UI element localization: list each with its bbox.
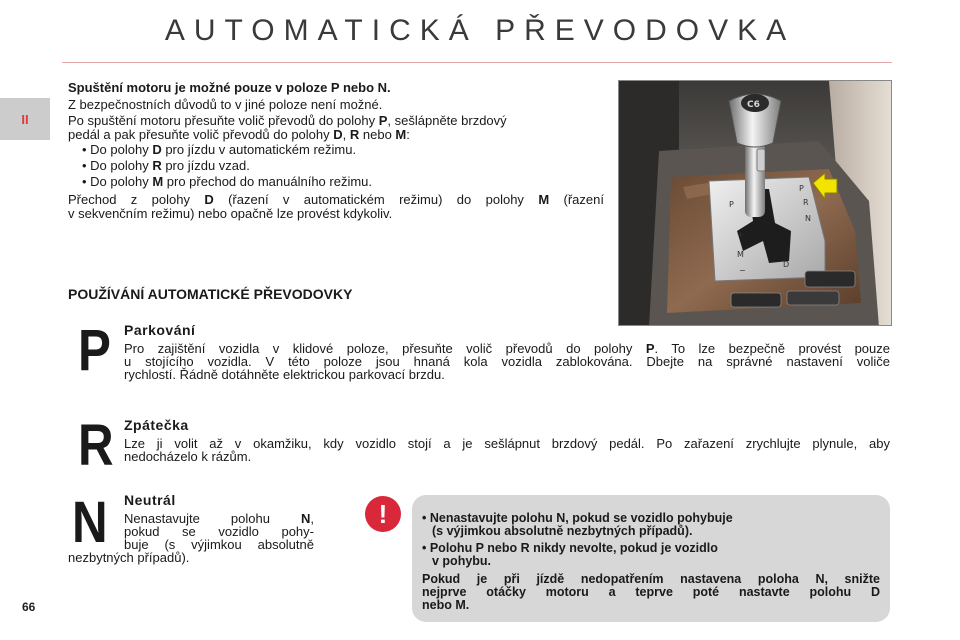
warning-line: nejprve otáčky motoru a teprve poté nastavte polohu D <box>422 585 880 599</box>
knob-logo: C6 <box>747 100 760 110</box>
intro-line: pedál a pak přesuňte volič převodů do polohy D, R nebo M: <box>68 127 410 142</box>
gear-bullet: • Do polohy M pro přechod do manuálního režimu. <box>82 174 373 189</box>
gear-bullet: • Do polohy R pro jízdu vzad. <box>82 158 250 173</box>
gate-label: + <box>737 230 744 239</box>
gate-label: D <box>783 260 790 269</box>
parking-letter-icon: P <box>78 318 111 383</box>
section-heading: POUŽÍVÁNÍ AUTOMATICKÉ PŘEVODOVKY <box>68 286 353 302</box>
warning-line: Pokud je při jízdě nedopatřením nastavena poloha N, snižte <box>422 572 880 586</box>
page-title: AUTOMATICKÁ PŘEVODOVKA <box>164 14 796 47</box>
gear-bullet: • Do polohy D pro jízdu v automatickém režimu. <box>82 142 357 157</box>
parking-line: rychlostí. Řádně dotáhněte elektrickou parkovací brzdu. <box>124 367 445 382</box>
warning-line: • Nenastavujte polohu N, pokud se vozidlo pohybuje <box>422 511 733 525</box>
intro-heading: Spuštění motoru je možné pouze v poloze P nebo N. <box>68 80 391 95</box>
neutral-line: nezbytných případů). <box>68 550 190 565</box>
warning-line: v pohybu. <box>432 554 492 568</box>
reverse-letter-icon: R <box>78 413 114 478</box>
reverse-line: nedocházelo k rázům. <box>124 449 252 464</box>
gate-label: − <box>739 266 746 275</box>
neutral-title: Neutrál <box>124 492 176 508</box>
intro-line: Z bezpečnostních důvodů to v jiné poloze není možné. <box>68 97 383 112</box>
title-divider <box>62 62 892 63</box>
parking-line: Pro zajištění vozidla v klidové poloze, přesuňte volič převodů do polohy P. To lze bezpečně provést pouze <box>124 341 890 356</box>
intro-line: Přechod z polohy D (řazení v automatickém režimu) do polohy M (řazení <box>68 192 604 207</box>
neutral-line: buje (s výjimkou absolutně <box>124 537 314 552</box>
parking-line: u stojícího vozidla. V této poloze jsou hnaná kola vozidla zablokována. Dbejte na správné nastavení voliče <box>124 354 890 369</box>
page-number: 66 <box>22 600 36 614</box>
warning-line: • Polohu P nebo R nikdy nevolte, pokud je vozidlo <box>422 541 718 555</box>
gear-selector-photo <box>618 80 892 326</box>
neutral-letter-icon: N <box>72 490 108 555</box>
chapter-number: II <box>21 111 29 127</box>
intro-line: Po spuštění motoru přesuňte volič převodů do polohy P, sešlápněte brzdový <box>68 113 507 128</box>
intro-line: v sekvenčním režimu) nebo opačně lze provést kdykoliv. <box>68 206 393 221</box>
reverse-title: Zpátečka <box>124 417 189 433</box>
reverse-line: Lze ji volit až v okamžiku, kdy vozidlo stojí a je sešlápnut brzdový pedál. Po zařazení zrychlujte plynule, aby <box>124 436 890 451</box>
gate-label: P <box>729 200 734 209</box>
gate-label: M <box>737 250 744 259</box>
gate-label: N <box>805 214 811 223</box>
chapter-tab <box>0 98 50 140</box>
gate-label: P <box>799 184 804 193</box>
warning-line: (s výjimkou absolutně nezbytných případů). <box>432 524 693 538</box>
neutral-line: pokud se vozidlo pohy- <box>124 524 314 539</box>
warning-line: nebo M. <box>422 598 470 612</box>
gate-label: R <box>803 198 809 207</box>
exclamation-icon: ! <box>365 496 401 532</box>
parking-title: Parkování <box>124 322 196 338</box>
neutral-line: Nenastavujte polohu N, <box>124 511 314 526</box>
